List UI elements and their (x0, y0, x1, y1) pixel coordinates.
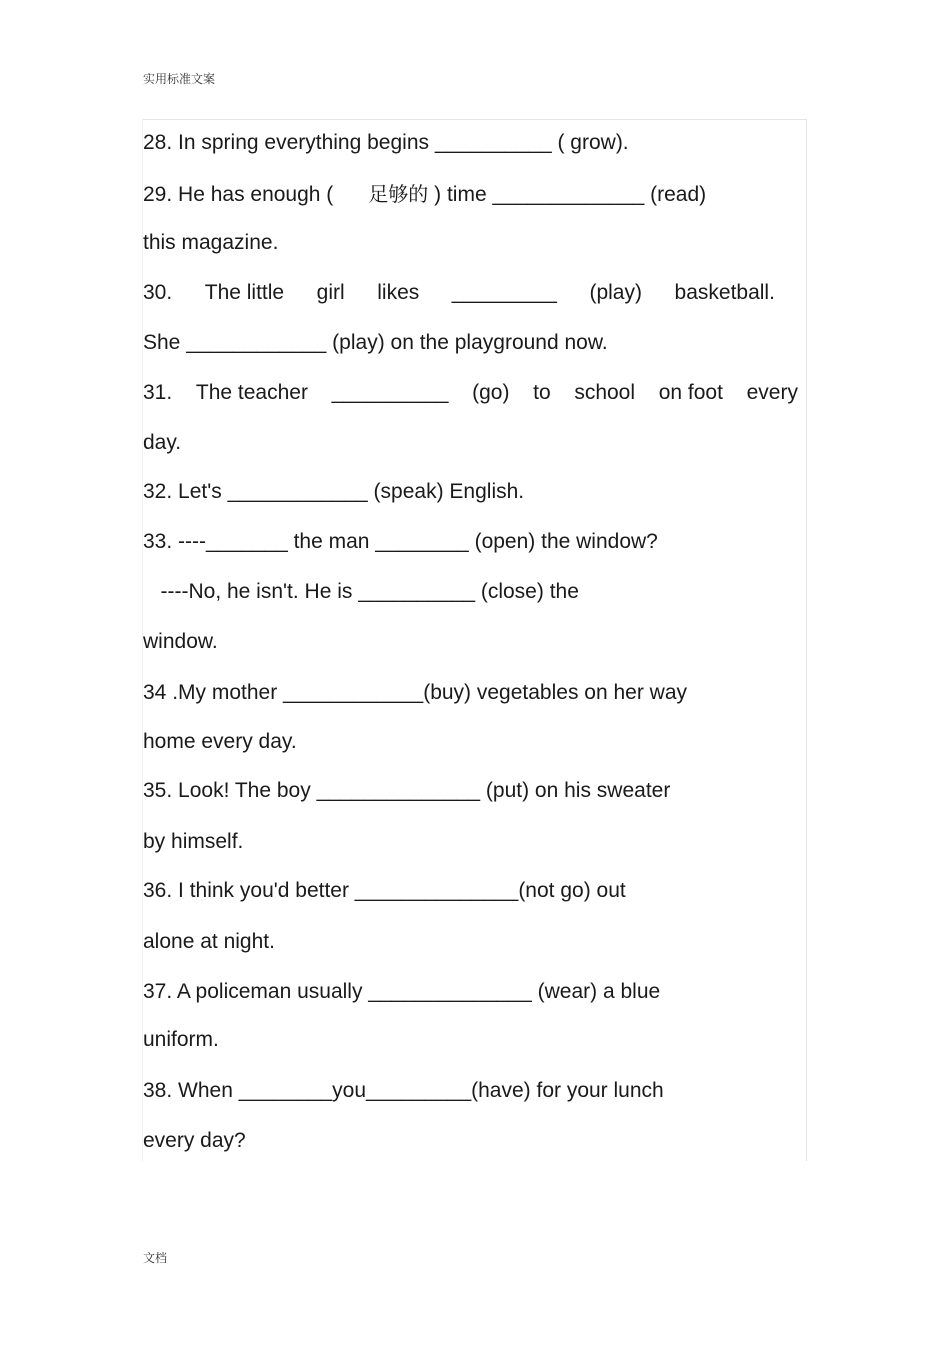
exercise-29 (143, 181, 706, 208)
exercise-34-continuation: home every day. (143, 730, 297, 753)
exercise-30-word: basketball. (674, 281, 775, 304)
page-footer: 文档 (143, 1251, 168, 1265)
exercise-35-continuation: by himself. (143, 830, 244, 853)
exercise-31-word: (go) (472, 381, 510, 404)
exercise-31-continuation: day. (143, 431, 182, 454)
exercise-36-continuation: alone at night. (143, 930, 275, 953)
exercise-31-word: on foot (658, 381, 723, 404)
frame-top-border (142, 119, 806, 120)
exercise-31-word: school (574, 381, 636, 404)
exercise-29-chinese-gloss: 足够的 (368, 182, 429, 206)
exercise-36: 36. I think you'd better ______________(not go) out (143, 879, 626, 902)
exercise-30-word: likes (377, 281, 420, 304)
exercise-34: 34 .My mother ____________(buy) vegetables on her way (143, 681, 688, 704)
exercise-33-answer: ----No, he isn't. He is __________ (close) the (143, 580, 579, 603)
exercise-30-continuation: She ____________ (play) on the playground now. (143, 331, 608, 354)
exercise-33: 33. ----_______ the man ________ (open) the window? (143, 530, 658, 553)
exercise-30-blank: _________ (451, 281, 557, 304)
frame-right-border (806, 119, 807, 1161)
exercise-31-word: The teacher (195, 381, 308, 404)
exercise-35: 35. Look! The boy ______________ (put) on his sweater (143, 779, 671, 802)
exercise-30-word: 30. (143, 281, 173, 304)
exercise-30 (143, 280, 775, 306)
exercise-31-word: 31. (143, 381, 173, 404)
exercise-37-continuation: uniform. (143, 1028, 219, 1051)
exercise-37: 37. A policeman usually ______________ (wear) a blue (143, 980, 661, 1003)
exercise-29-part1: 29. He has enough ( (143, 183, 369, 206)
page-header: 实用标准文案 (143, 72, 216, 86)
exercise-30-word: girl (316, 281, 345, 304)
exercise-38-continuation: every day? (143, 1129, 246, 1152)
exercise-31-word: to (533, 381, 551, 404)
exercise-28: 28. In spring everything begins __________ ( grow). (143, 131, 629, 154)
exercise-31-word: every (746, 381, 798, 404)
exercise-30-word: The little (204, 281, 285, 304)
exercise-30-word: (play) (589, 281, 642, 304)
exercise-29-part2: ) time _____________ (read) (428, 183, 707, 206)
exercise-31 (143, 380, 798, 406)
exercise-29-continuation: this magazine. (143, 231, 279, 254)
exercise-32: 32. Let's ____________ (speak) English. (143, 480, 525, 503)
exercise-33-continuation: window. (143, 630, 218, 653)
exercise-38: 38. When ________you_________(have) for your lunch (143, 1079, 664, 1102)
exercise-31-blank: __________ (331, 381, 449, 404)
